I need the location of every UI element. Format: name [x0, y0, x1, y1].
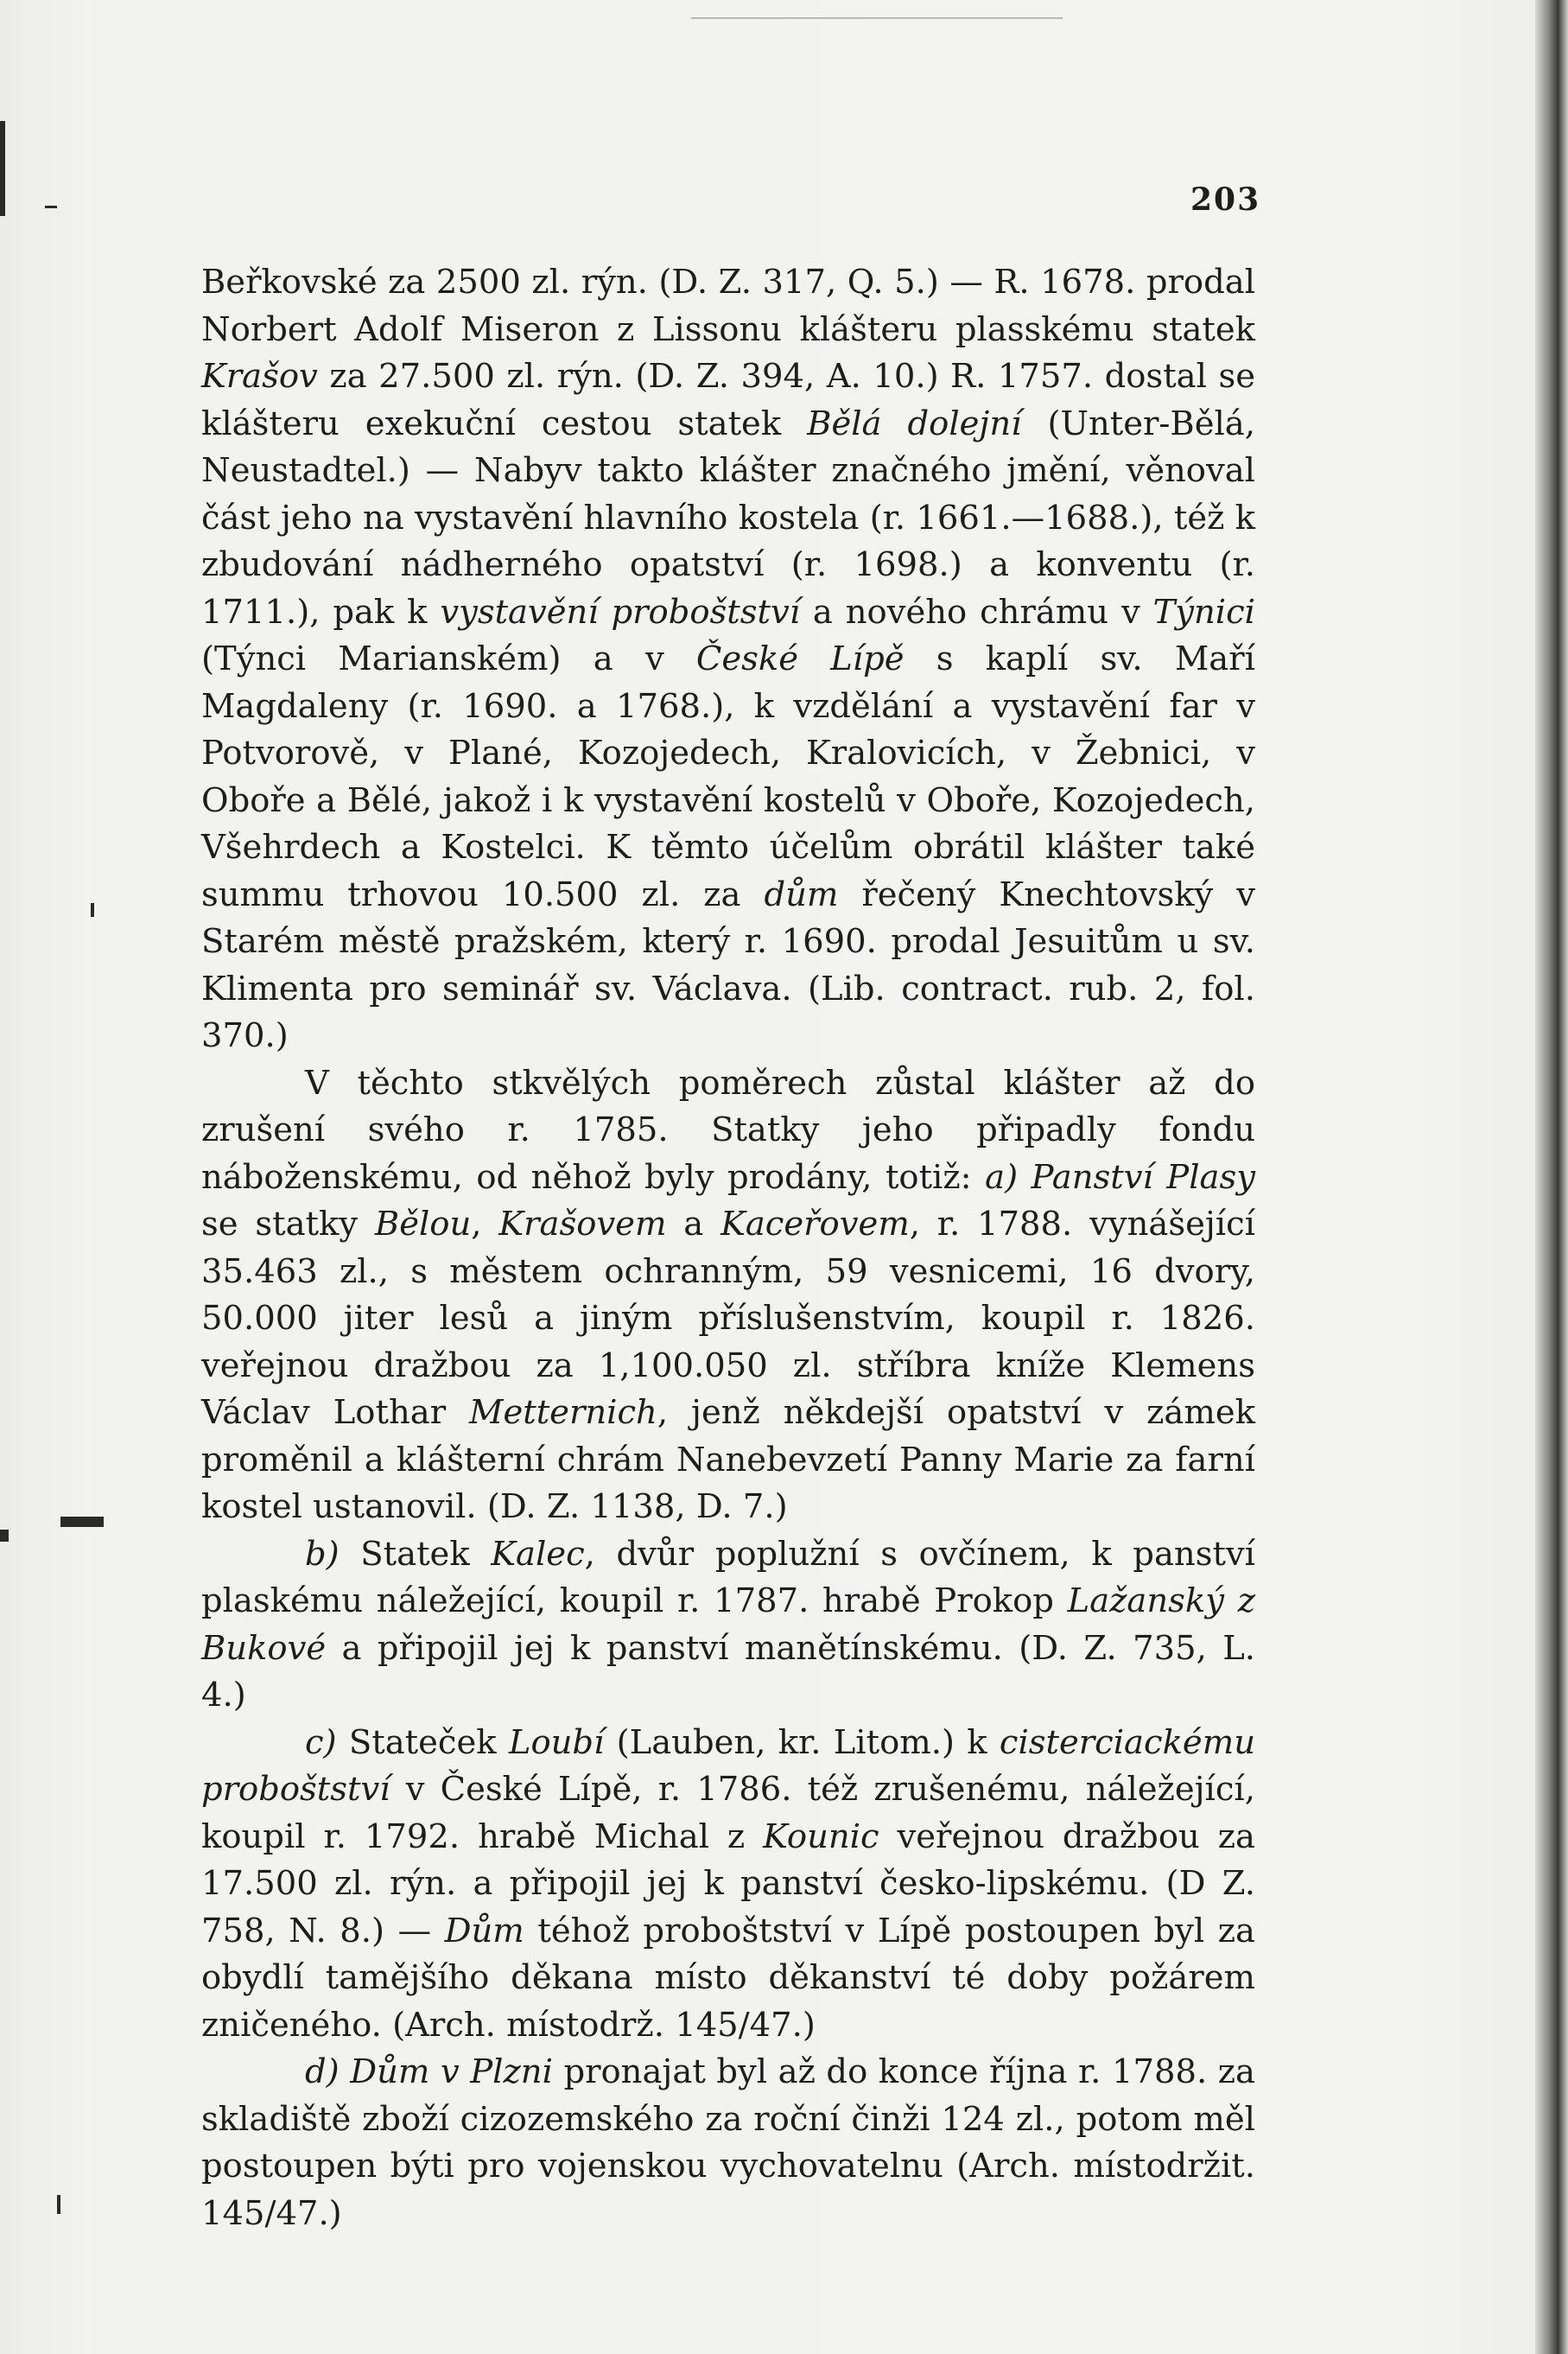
italic-text: vystavění proboštství: [440, 592, 801, 632]
text-run: s kaplí sv. Maří Magdaleny (r. 1690. a 1768.), k vzdělání a vystavění far v Potvorově, v Plané, Kozojedech, Kralovicích, v Žebnici, v Oboře a Bělé, jakož i k vystavění kostelů v Oboře, Kozojedech, Všehrdech a Kostelci. K těmto účelům obrátil klášter také summu trhovou 10.500 zl. za: [201, 639, 1255, 914]
text-run: řečený Knechtovský v Starém městě pražském, který r. 1690. prodal Jesuitům u sv. Klimenta pro seminář sv. Václava. (Lib. contract. rub. 2, fol. 370.): [201, 875, 1256, 1055]
text-run: pronajat byl až do konce října r. 1788. za skladiště zboží cizozemského za roční činži 124 zl., potom měl postoupen býti pro vojenskou vychovatelnu (Arch. místodržit. 145/47.): [201, 2052, 1255, 2233]
body-text: [201, 259, 1255, 2237]
text-run: (Unter-Bělá, Neustadtel.) — Nabyv takto klášter značného jmění, věnoval část jeho na vystavění hlavního kostela (r. 1661.—1688.), též k zbudování nádherného opatství (r. 1698.) a konventu (r. 1711.), pak k: [201, 404, 1255, 632]
italic-text: dům: [764, 875, 839, 914]
text-run: v České Lípě, r. 1786. též zrušenému, náležející, koupil r. 1792. hrabě Michal z: [201, 1770, 1255, 1856]
text-run: , jenž někdejší opatství v zámek proměnil a klášterní chrám Nanebevzetí Panny Marie za farní kostel ustanovil. (D. Z. 1138, D. 7.): [201, 1393, 1255, 1526]
text-run: Stateček: [336, 1722, 509, 1762]
paragraph: [201, 1060, 1255, 1531]
text-run: , r. 1788. vynášející 35.463 zl., s městem ochranným, 59 vesnicemi, 16 dvory, 50.000 jiter lesů a jiným příslušenstvím, koupil r. 1826. veřejnou dražbou za 1,100.050 zl. stříbra kníže Klemens Václav Lothar: [201, 1205, 1255, 1432]
italic-text: Loubí: [508, 1722, 605, 1762]
scan-mark: [45, 206, 57, 208]
scan-mark: [60, 1517, 104, 1527]
page-edge-shadow: [1535, 0, 1568, 2354]
paragraph: [201, 2049, 1255, 2237]
scan-mark: [57, 2195, 60, 2214]
text-run: (Lauben, kr. Litom.) k: [604, 1722, 1000, 1762]
text-run: (Týnci Marianském) a v: [201, 639, 696, 678]
italic-text: České Lípě: [695, 639, 905, 678]
text-run: se statky: [201, 1205, 375, 1244]
italic-text: Metternich: [469, 1393, 657, 1432]
italic-text: Kaceřovem: [721, 1205, 910, 1244]
text-run: Beřkovské za 2500 zl. rýn. (D. Z. 317, Q. 5.) — R. 1678. prodal Norbert Adolf Miseron z Lissonu klášteru plasskému statek: [201, 263, 1255, 349]
text-run: a: [666, 1205, 721, 1244]
italic-text: b): [305, 1534, 340, 1574]
text-run: V těchto stkvělých poměrech zůstal klášter až do zrušení svého r. 1785. Statky jeho připadly fondu náboženskému, od něhož byly prodány, totiž:: [201, 1063, 1255, 1197]
text-run: ,: [471, 1205, 499, 1244]
italic-text: Kalec: [491, 1534, 585, 1574]
text-run: veřejnou dražbou za 17.500 zl. rýn. a připojil jej k panství česko-lipskému. (D Z. 758, N. 8.) —: [201, 1816, 1255, 1950]
scan-mark: [91, 903, 94, 917]
italic-text: Kounic: [763, 1816, 879, 1856]
text-run: a připojil jej k panství manětínskému. (D. Z. 735, L. 4.): [201, 1628, 1255, 1715]
italic-text: cisterciackému proboštství: [201, 1722, 1255, 1809]
italic-text: Krašov: [201, 357, 318, 396]
italic-text: d) Dům v Plzni: [305, 2052, 553, 2091]
top-scan-rule: [691, 17, 1063, 19]
scan-mark: [0, 1530, 9, 1542]
scan-mark: [0, 121, 5, 216]
italic-text: c): [305, 1722, 337, 1762]
paragraph: [201, 1531, 1255, 1720]
text-run: Statek: [339, 1534, 492, 1574]
italic-text: Krašovem: [498, 1205, 667, 1244]
italic-text: Bělou: [374, 1205, 472, 1244]
page-number: 203: [1190, 181, 1261, 218]
paragraph: [201, 1720, 1255, 2050]
italic-text: Bělá dolejní: [807, 404, 1022, 443]
paragraph: [201, 259, 1255, 1060]
text-run: , dvůr poplužní s ovčínem, k panství plaskému náležející, koupil r. 1787. hrabě Prokop: [201, 1534, 1255, 1620]
italic-text: a) Panství Plasy: [985, 1157, 1255, 1197]
italic-text: Týnici: [1152, 592, 1255, 632]
text-run: a nového chrámu v: [800, 592, 1153, 632]
italic-text: Dům: [444, 1911, 524, 1950]
italic-text: Lažanský z Bukové: [201, 1581, 1255, 1668]
text-run: téhož proboštství v Lípě postoupen byl za obydlí tamějšího děkana místo děkanství té doby požárem zničeného. (Arch. místodrž. 145/47.): [201, 1911, 1255, 2045]
text-run: za 27.500 zl. rýn. (D. Z. 394, A. 10.) R. 1757. dostal se klášteru exekuční cestou statek: [201, 357, 1255, 443]
